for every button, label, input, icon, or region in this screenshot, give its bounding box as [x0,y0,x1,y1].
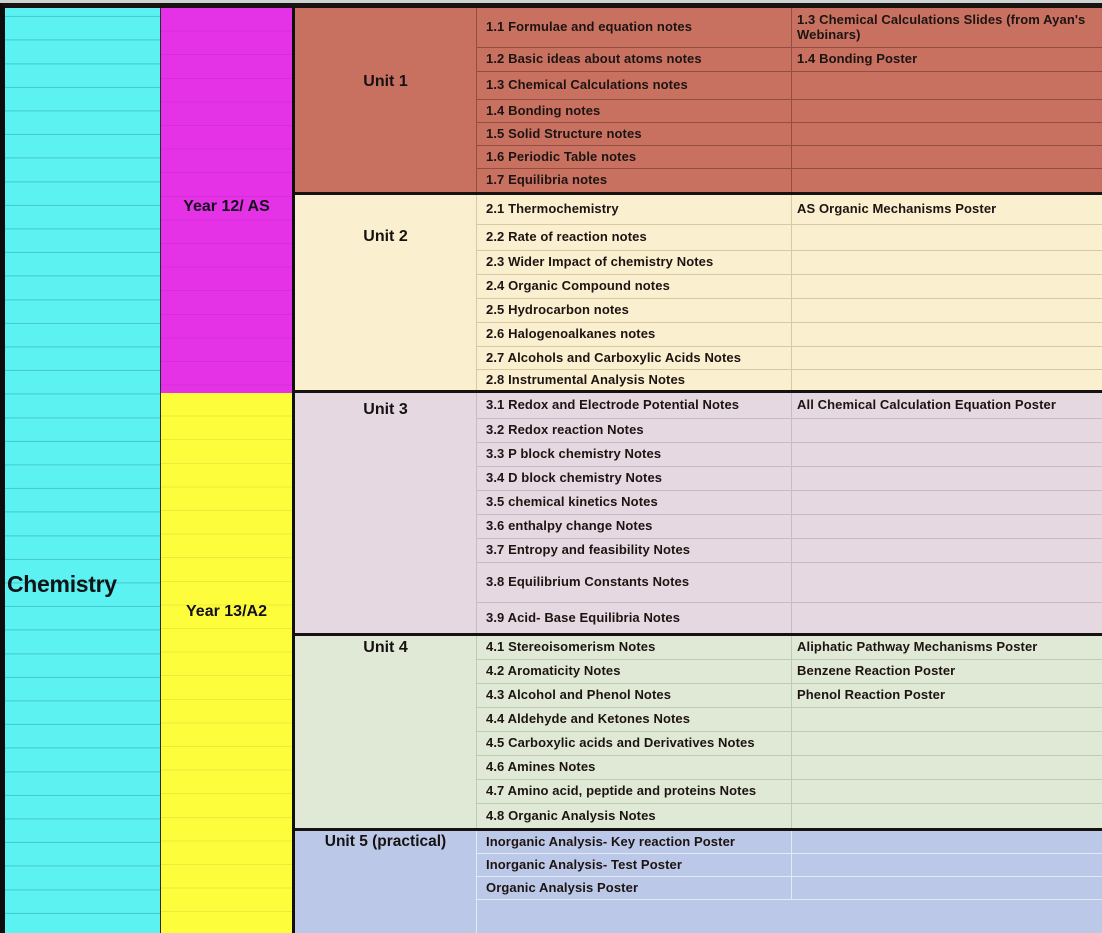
note-cell[interactable]: 2.3 Wider Impact of chemistry Notes [477,251,791,275]
note-cell[interactable]: 4.5 Carboxylic acids and Derivatives Notes [477,732,791,756]
poster-cell[interactable]: All Chemical Calculation Equation Poster [791,393,1102,419]
year-13-label: Year 13/A2 [186,603,267,620]
poster-cell[interactable] [791,563,1102,603]
unit-5-cell[interactable]: Unit 5 (practical) [295,831,477,933]
poster-cell[interactable] [791,275,1102,299]
poster-cell[interactable] [791,123,1102,146]
units-area [295,8,1102,933]
note-cell[interactable]: Organic Analysis Poster [477,877,791,900]
note-cell[interactable]: 2.1 Thermochemistry [477,195,791,225]
poster-cell[interactable] [791,370,1102,390]
poster-cell[interactable] [791,72,1102,100]
spreadsheet [0,3,1102,933]
note-cell[interactable]: 3.4 D block chemistry Notes [477,467,791,491]
note-cell[interactable]: 1.7 Equilibria notes [486,172,608,188]
year-12-label: Year 12/ AS [183,198,270,215]
unit-2-cell[interactable]: Unit 2 [295,195,477,390]
note-cell[interactable]: 1.4 Bonding notes [477,100,791,123]
note-cell[interactable]: 1.2 Basic ideas about atoms notes [477,48,791,72]
poster-cell[interactable] [791,732,1102,756]
poster-cell[interactable] [791,515,1102,539]
unit-4-section [295,636,1102,831]
note-cell[interactable]: 4.1 Stereoisomerism Notes [477,636,791,660]
poster-cell[interactable]: Benzene Reaction Poster [791,660,1102,684]
note-cell[interactable]: 3.3 P block chemistry Notes [477,443,791,467]
note-cell[interactable]: 2.6 Halogenoalkanes notes [477,323,791,347]
poster-cell[interactable] [791,299,1102,323]
note-cell[interactable]: 4.7 Amino acid, peptide and proteins Notes [477,780,791,804]
poster-cell[interactable] [791,603,1102,633]
poster-cell[interactable] [791,877,1102,900]
note-cell[interactable]: 3.8 Equilibrium Constants Notes [477,563,791,603]
poster-cell[interactable] [791,804,1102,828]
unit-1-section [295,8,1102,195]
poster-cell[interactable] [791,225,1102,251]
poster-cell[interactable] [791,323,1102,347]
unit-3-section [295,393,1102,636]
poster-cell[interactable] [791,169,1102,192]
unit-2-section [295,195,1102,393]
note-cell[interactable]: 3.1 Redox and Electrode Potential Notes [477,393,791,419]
poster-cell[interactable]: 1.4 Bonding Poster [791,48,1102,72]
unit-3-cell[interactable]: Unit 3 [295,393,477,633]
year-12-cell[interactable] [161,8,292,393]
poster-cell[interactable]: Phenol Reaction Poster [791,684,1102,708]
poster-cell[interactable] [791,419,1102,443]
note-cell[interactable]: 1.3 Chemical Calculations notes [477,72,791,100]
poster-cell[interactable] [791,100,1102,123]
note-cell[interactable]: 4.3 Alcohol and Phenol Notes [477,684,791,708]
note-cell[interactable]: 3.6 enthalpy change Notes [477,515,791,539]
poster-cell[interactable] [791,831,1102,854]
unit-4-cell[interactable]: Unit 4 [295,636,477,828]
note-cell[interactable]: 1.6 Periodic Table notes [477,146,791,169]
note-cell[interactable]: 1.1 Formulae and equation notes [477,8,791,48]
note-cell[interactable]: 3.7 Entropy and feasibility Notes [477,539,791,563]
year-13-cell[interactable] [161,393,292,933]
note-cell[interactable]: 4.2 Aromaticity Notes [477,660,791,684]
note-cell[interactable]: 4.6 Amines Notes [477,756,791,780]
poster-cell[interactable] [791,854,1102,877]
note-cell[interactable]: 2.8 Instrumental Analysis Notes [486,371,686,387]
note-cell[interactable]: 2.7 Alcohols and Carboxylic Acids Notes [477,347,791,370]
poster-cell[interactable] [791,443,1102,467]
poster-cell[interactable] [791,756,1102,780]
year-column [161,8,295,933]
note-cell[interactable]: Inorganic Analysis- Key reaction Poster [477,831,791,854]
poster-cell[interactable] [791,539,1102,563]
poster-cell[interactable] [791,708,1102,732]
poster-cell[interactable] [791,780,1102,804]
poster-cell[interactable] [791,146,1102,169]
poster-cell[interactable]: AS Organic Mechanisms Poster [791,195,1102,225]
note-cell[interactable]: 3.9 Acid- Base Equilibria Notes [486,609,681,625]
subject-cell[interactable] [5,8,161,933]
note-cell[interactable]: 1.5 Solid Structure notes [477,123,791,146]
poster-cell[interactable]: Aliphatic Pathway Mechanisms Poster [791,636,1102,660]
note-cell[interactable]: 4.8 Organic Analysis Notes [486,807,656,823]
poster-cell[interactable] [791,251,1102,275]
poster-cell[interactable] [791,347,1102,370]
note-cell[interactable]: 2.2 Rate of reaction notes [477,225,791,251]
note-cell[interactable]: 4.4 Aldehyde and Ketones Notes [477,708,791,732]
poster-cell[interactable] [791,491,1102,515]
unit-1-cell[interactable]: Unit 1 [295,8,477,192]
subject-label: Chemistry [7,571,117,597]
note-cell[interactable]: 3.2 Redox reaction Notes [477,419,791,443]
poster-cell[interactable]: 1.3 Chemical Calculations Slides (from Ayan's Webinars) [791,8,1102,48]
unit-5-section [295,831,1102,933]
note-cell[interactable]: 2.4 Organic Compound notes [477,275,791,299]
note-cell[interactable]: 3.5 chemical kinetics Notes [477,491,791,515]
poster-cell[interactable] [791,467,1102,491]
note-cell[interactable]: 2.5 Hydrocarbon notes [477,299,791,323]
note-cell[interactable]: Inorganic Analysis- Test Poster [477,854,791,877]
